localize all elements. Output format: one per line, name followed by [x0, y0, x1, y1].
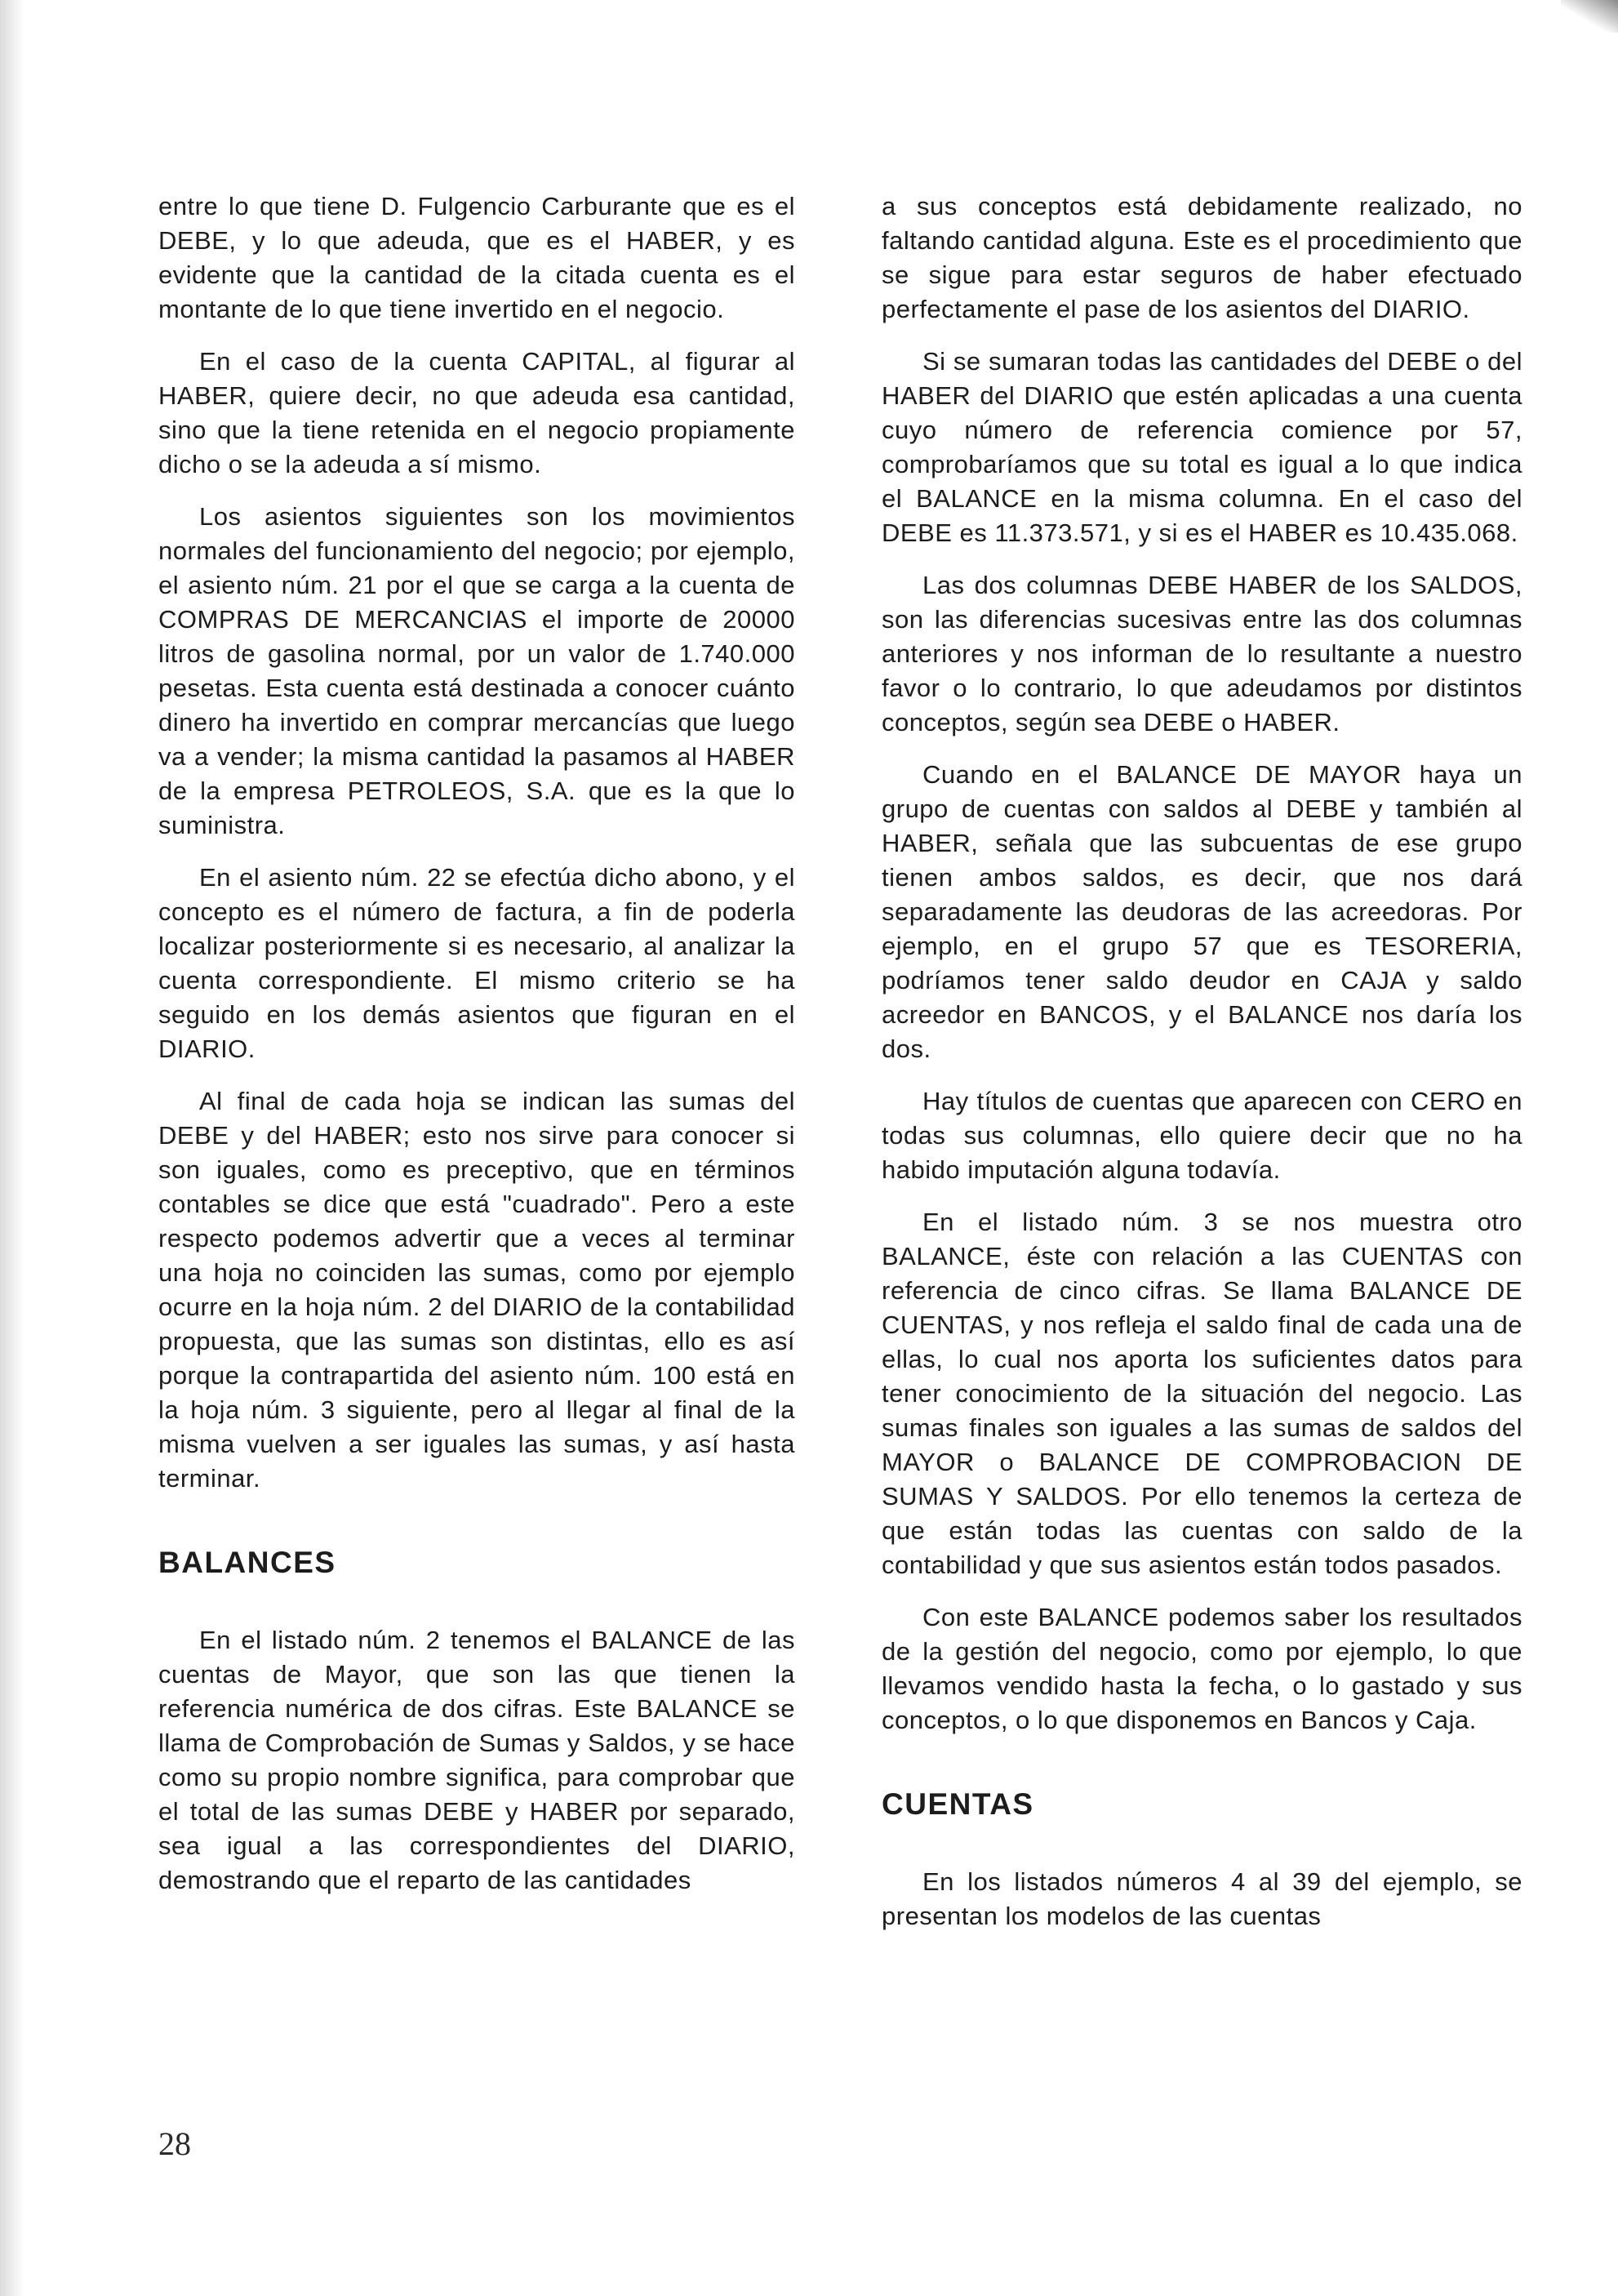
left-paragraph-1: entre lo que tiene D. Fulgencio Carburante que es el DEBE, y lo que adeuda, que es el HABER, y es evidente que la cantidad de la citada cuenta es el montante de lo que tiene invertido en el negocio.	[158, 192, 795, 323]
left-paragraph-6: En el listado núm. 2 tenemos el BALANCE de las cuentas de Mayor, que son las que tienen la referencia numérica de dos cifras. Este BALANCE se llama de Comprobación de Sumas y Saldos, y se hace como su propio nombre significa, para comprobar que el total de las sumas DEBE y HABER por separado, sea igual a las correspondientes del DIARIO, demostrando que el reparto de las cantidades	[158, 1626, 795, 1894]
left-paragraph-5: Al final de cada hoja se indican las sumas del DEBE y del HABER; esto nos sirve para conocer si son iguales, como es preceptivo, que en términos contables se dice que está "cuadrado". Pero a este respecto podemos advertir que a veces al terminar una hoja no coinciden las sumas, como por ejemplo ocurre en la hoja núm. 2 del DIARIO de la contabilidad propuesta, que las sumas son distintas, ello es así porque la contrapartida del asiento núm. 100 está en la hoja núm. 3 siguiente, pero al llegar al final de la misma vuelven a ser iguales las sumas, y así hasta terminar.	[158, 1087, 795, 1493]
right-paragraph-4: Cuando en el BALANCE DE MAYOR haya un grupo de cuentas con saldos al DEBE y también al HABER, señala que las subcuentas de ese grupo tienen ambos saldos, es decir, que nos dará separadamente las deudoras de las acreedoras. Por ejemplo, en el grupo 57 que es TESORERIA, podríamos tener saldo deudor en CAJA y saldo acreedor en BANCOS, y el BALANCE nos daría los dos.	[882, 760, 1522, 1063]
page-binding-shadow	[0, 0, 24, 2296]
page-corner-shadow	[1561, 0, 1618, 33]
right-paragraph-6: En el listado núm. 3 se nos muestra otro BALANCE, éste con relación a las CUENTAS con referencia de cinco cifras. Se llama BALANCE DE CUENTAS, y nos refleja el saldo final de cada una de ellas, lo cual nos aporta los suficientes datos para tener conocimiento de la situación del negocio. Las sumas finales son iguales a las sumas de saldos del MAYOR o BALANCE DE COMPROBACION DE SUMAS Y SALDOS. Por ello tenemos la certeza de que están todas las cuentas con saldo de la contabilidad y que sus asientos están todos pasados.	[882, 1208, 1522, 1579]
left-paragraph-2: En el caso de la cuenta CAPITAL, al figurar al HABER, quiere decir, no que adeuda esa cantidad, sino que la tiene retenida en el negocio propiamente dicho o se la adeuda a sí mismo.	[158, 347, 795, 478]
page-number: 28	[158, 2125, 191, 2162]
section-heading-cuentas: CUENTAS	[882, 1787, 1034, 1821]
right-paragraph-1: a sus conceptos está debidamente realizado, no faltando cantidad alguna. Este es el procedimiento que se sigue para estar seguros de haber efectuado perfectamente el pase de los asientos del DIARIO.	[882, 192, 1522, 323]
left-paragraph-3: Los asientos siguientes son los movimientos normales del funcionamiento del negocio; por ejemplo, el asiento núm. 21 por el que se carga a la cuenta de COMPRAS DE MERCANCIAS el importe de 20000 litros de gasolina normal, por un valor de 1.740.000 pesetas. Esta cuenta está destinada a conocer cuánto dinero ha invertido en comprar mercancías que luego va a vender; la misma cantidad la pasamos al HABER de la empresa PETROLEOS, S.A. que es la que lo suministra.	[158, 502, 795, 839]
right-paragraph-8: En los listados números 4 al 39 del ejemplo, se presentan los modelos de las cuentas	[882, 1867, 1522, 1930]
right-column	[882, 189, 1522, 1951]
left-paragraph-4: En el asiento núm. 22 se efectúa dicho abono, y el concepto es el número de factura, a fin de poderla localizar posteriormente si es necesario, al analizar la cuenta correspondiente. El mismo criterio se ha seguido en los demás asientos que figuran en el DIARIO.	[158, 863, 795, 1063]
right-paragraph-2: Si se sumaran todas las cantidades del DEBE o del HABER del DIARIO que estén aplicadas a una cuenta cuyo número de referencia comience por 57, comprobaríamos que su total es igual a lo que indica el BALANCE en la misma columna. En el caso del DEBE es 11.373.571, y si es el HABER es 10.435.068.	[882, 347, 1522, 547]
section-heading-balances: BALANCES	[158, 1546, 336, 1579]
right-paragraph-7: Con este BALANCE podemos saber los resultados de la gestión del negocio, como por ejemplo, lo que llevamos vendido hasta la fecha, o lo gastado y sus conceptos, o lo que disponemos en Bancos y Caja.	[882, 1603, 1522, 1734]
right-paragraph-5: Hay títulos de cuentas que aparecen con CERO en todas sus columnas, ello quiere decir que no ha habido imputación alguna todavía.	[882, 1087, 1522, 1184]
left-column	[158, 189, 795, 1916]
right-paragraph-3: Las dos columnas DEBE HABER de los SALDOS, son las diferencias sucesivas entre las dos columnas anteriores y nos informan de lo resultante a nuestro favor o lo contrario, lo que adeudamos por distintos conceptos, según sea DEBE o HABER.	[882, 571, 1522, 736]
